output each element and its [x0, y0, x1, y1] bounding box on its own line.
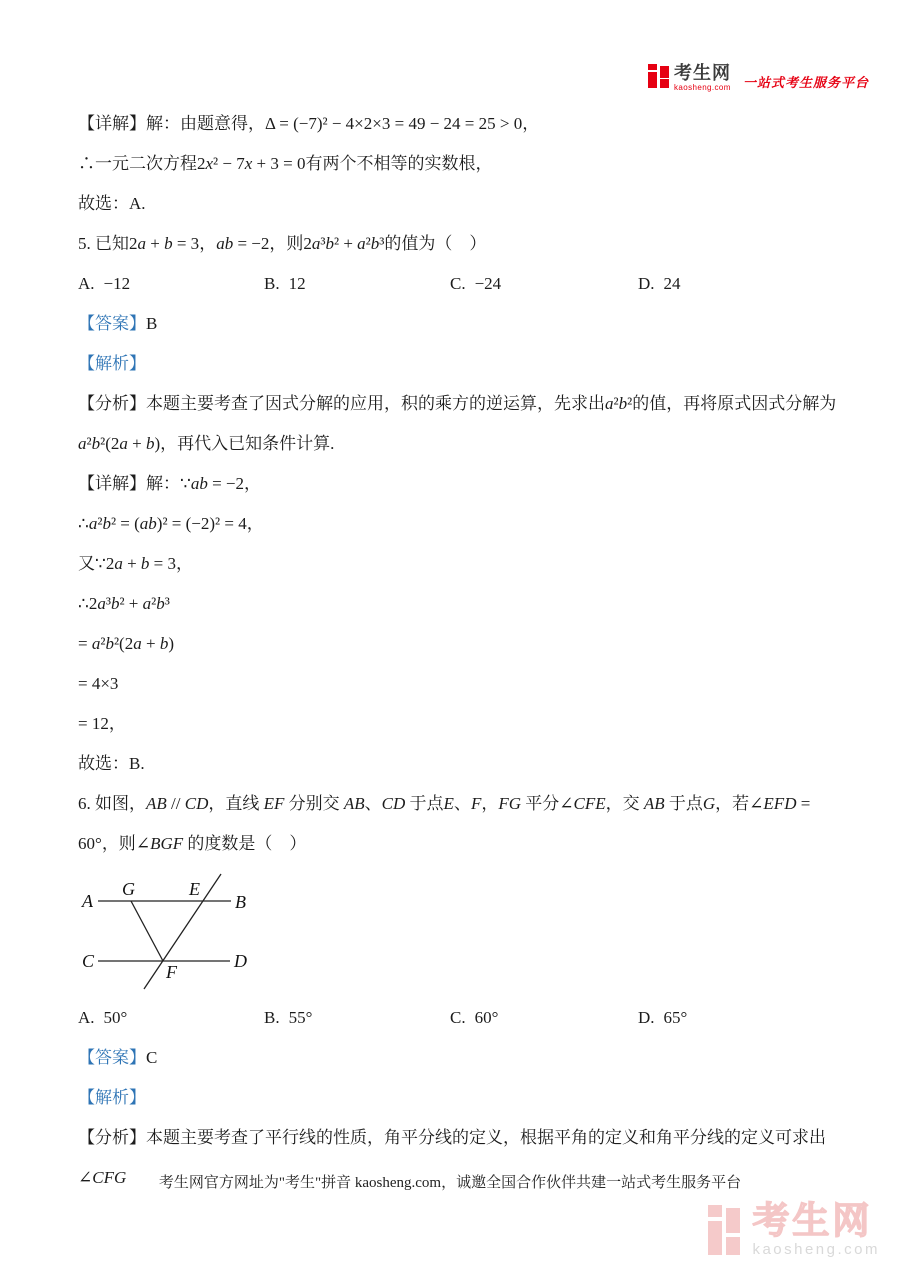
option-value: 60°	[474, 1008, 499, 1027]
option-b	[264, 998, 450, 1038]
kaosheng-logo-icon	[648, 64, 669, 88]
watermark-logo	[708, 1202, 880, 1257]
q5-stem: 5. 已知2a + b = 3，ab = −2，则2a³b² + a²b³的值为（ ）	[78, 234, 487, 253]
watermark-name: 考生网	[752, 1200, 873, 1241]
option-a	[78, 998, 264, 1038]
q6-jiexi-header: 【解析】	[78, 1088, 146, 1107]
content-part1	[78, 104, 844, 864]
brand-domain: kaosheng.com	[674, 83, 731, 92]
option-value: 50°	[103, 1008, 128, 1027]
option-label: B.	[264, 274, 280, 293]
label-G: G	[122, 879, 135, 899]
option-value: −24	[474, 274, 502, 293]
q5-step6: = 12，	[78, 714, 126, 733]
label-B: B	[235, 892, 246, 912]
q5-step2: 又∵2a + b = 3，	[78, 554, 194, 573]
q5-options	[78, 264, 844, 304]
brand-name: 考生网	[674, 63, 731, 83]
q5-jiexi-header: 【解析】	[78, 354, 146, 373]
option-label: C.	[450, 1008, 466, 1027]
option-value: −12	[103, 274, 131, 293]
option-c	[450, 998, 638, 1038]
option-label: D.	[638, 1008, 655, 1027]
option-value: 12	[288, 274, 306, 293]
label-E: E	[189, 879, 200, 899]
option-value: 65°	[663, 1008, 688, 1027]
option-label: A.	[78, 1008, 95, 1027]
q5-analysis: 【分析】本题主要考查了因式分解的应用，积的乘方的逆运算，先求出a²b²的值，再将原式因式分解为a²b²(2a + b)，再代入已知条件计算.	[78, 394, 837, 453]
option-label: B.	[264, 1008, 280, 1027]
q5-step5: = 4×3	[78, 674, 119, 693]
q6-options	[78, 998, 844, 1038]
kaosheng-watermark-icon	[708, 1205, 740, 1255]
watermark-domain: kaosheng.com	[752, 1241, 880, 1258]
option-d	[638, 264, 844, 304]
brand-tagline: 一站式考生服务平台	[743, 75, 870, 90]
option-value: 24	[663, 274, 681, 293]
line-GF	[131, 901, 163, 961]
geometry-figure	[78, 870, 338, 994]
q5-answer-choice-line: 故选：B.	[78, 754, 145, 773]
option-label: C.	[450, 274, 466, 293]
option-d	[638, 998, 844, 1038]
q6-stem: 6. 如图，AB // CD，直线 EF 分别交 AB、CD 于点E、F，FG 平分∠CFE，交 AB 于点G，若∠EFD = 60°，则∠BGF 的度数是（ ）	[78, 794, 811, 853]
q4-conclusion-line: ∴一元二次方程2x² − 7x + 3 = 0有两个不相等的实数根，	[78, 154, 493, 173]
q6-answer: 【答案】C	[78, 1048, 158, 1067]
label-F: F	[166, 962, 177, 982]
option-label: D.	[638, 274, 655, 293]
page-header	[648, 64, 869, 92]
q4-detail-line: 【详解】解：由题意得，Δ = (−7)² − 4×2×3 = 49 − 24 = 25 > 0，	[78, 114, 540, 133]
label-D: D	[234, 951, 247, 971]
option-c	[450, 264, 638, 304]
q6-analysis: 【分析】本题主要考查了平行线的性质，角平分线的定义，根据平角的定义和角平分线的定义可求出∠CFG	[78, 1128, 826, 1187]
label-C: C	[82, 951, 95, 971]
footer-text: 考生网官方网址为"考生"拼音 kaosheng.com，诚邀全国合作伙伴共建一站式考生服务平台	[158, 1175, 742, 1191]
q5-step3: ∴2a³b² + a²b³	[78, 594, 170, 613]
q4-answer-choice-line: 故选：A.	[78, 194, 146, 213]
q5-answer: 【答案】B	[78, 314, 158, 333]
parallel-lines-diagram	[78, 870, 338, 994]
document-content	[78, 104, 844, 1198]
content-part2	[78, 998, 844, 1198]
q5-step4: = a²b²(2a + b)	[78, 634, 174, 653]
option-label: A.	[78, 274, 95, 293]
option-b	[264, 264, 450, 304]
label-A: A	[82, 891, 93, 911]
line-EF	[144, 874, 221, 989]
option-a	[78, 264, 264, 304]
option-value: 55°	[288, 1008, 313, 1027]
q5-detail-intro: 【详解】解：∵ab = −2，	[78, 474, 262, 493]
q5-step1: ∴a²b² = (ab)² = (−2)² = 4，	[78, 514, 264, 533]
